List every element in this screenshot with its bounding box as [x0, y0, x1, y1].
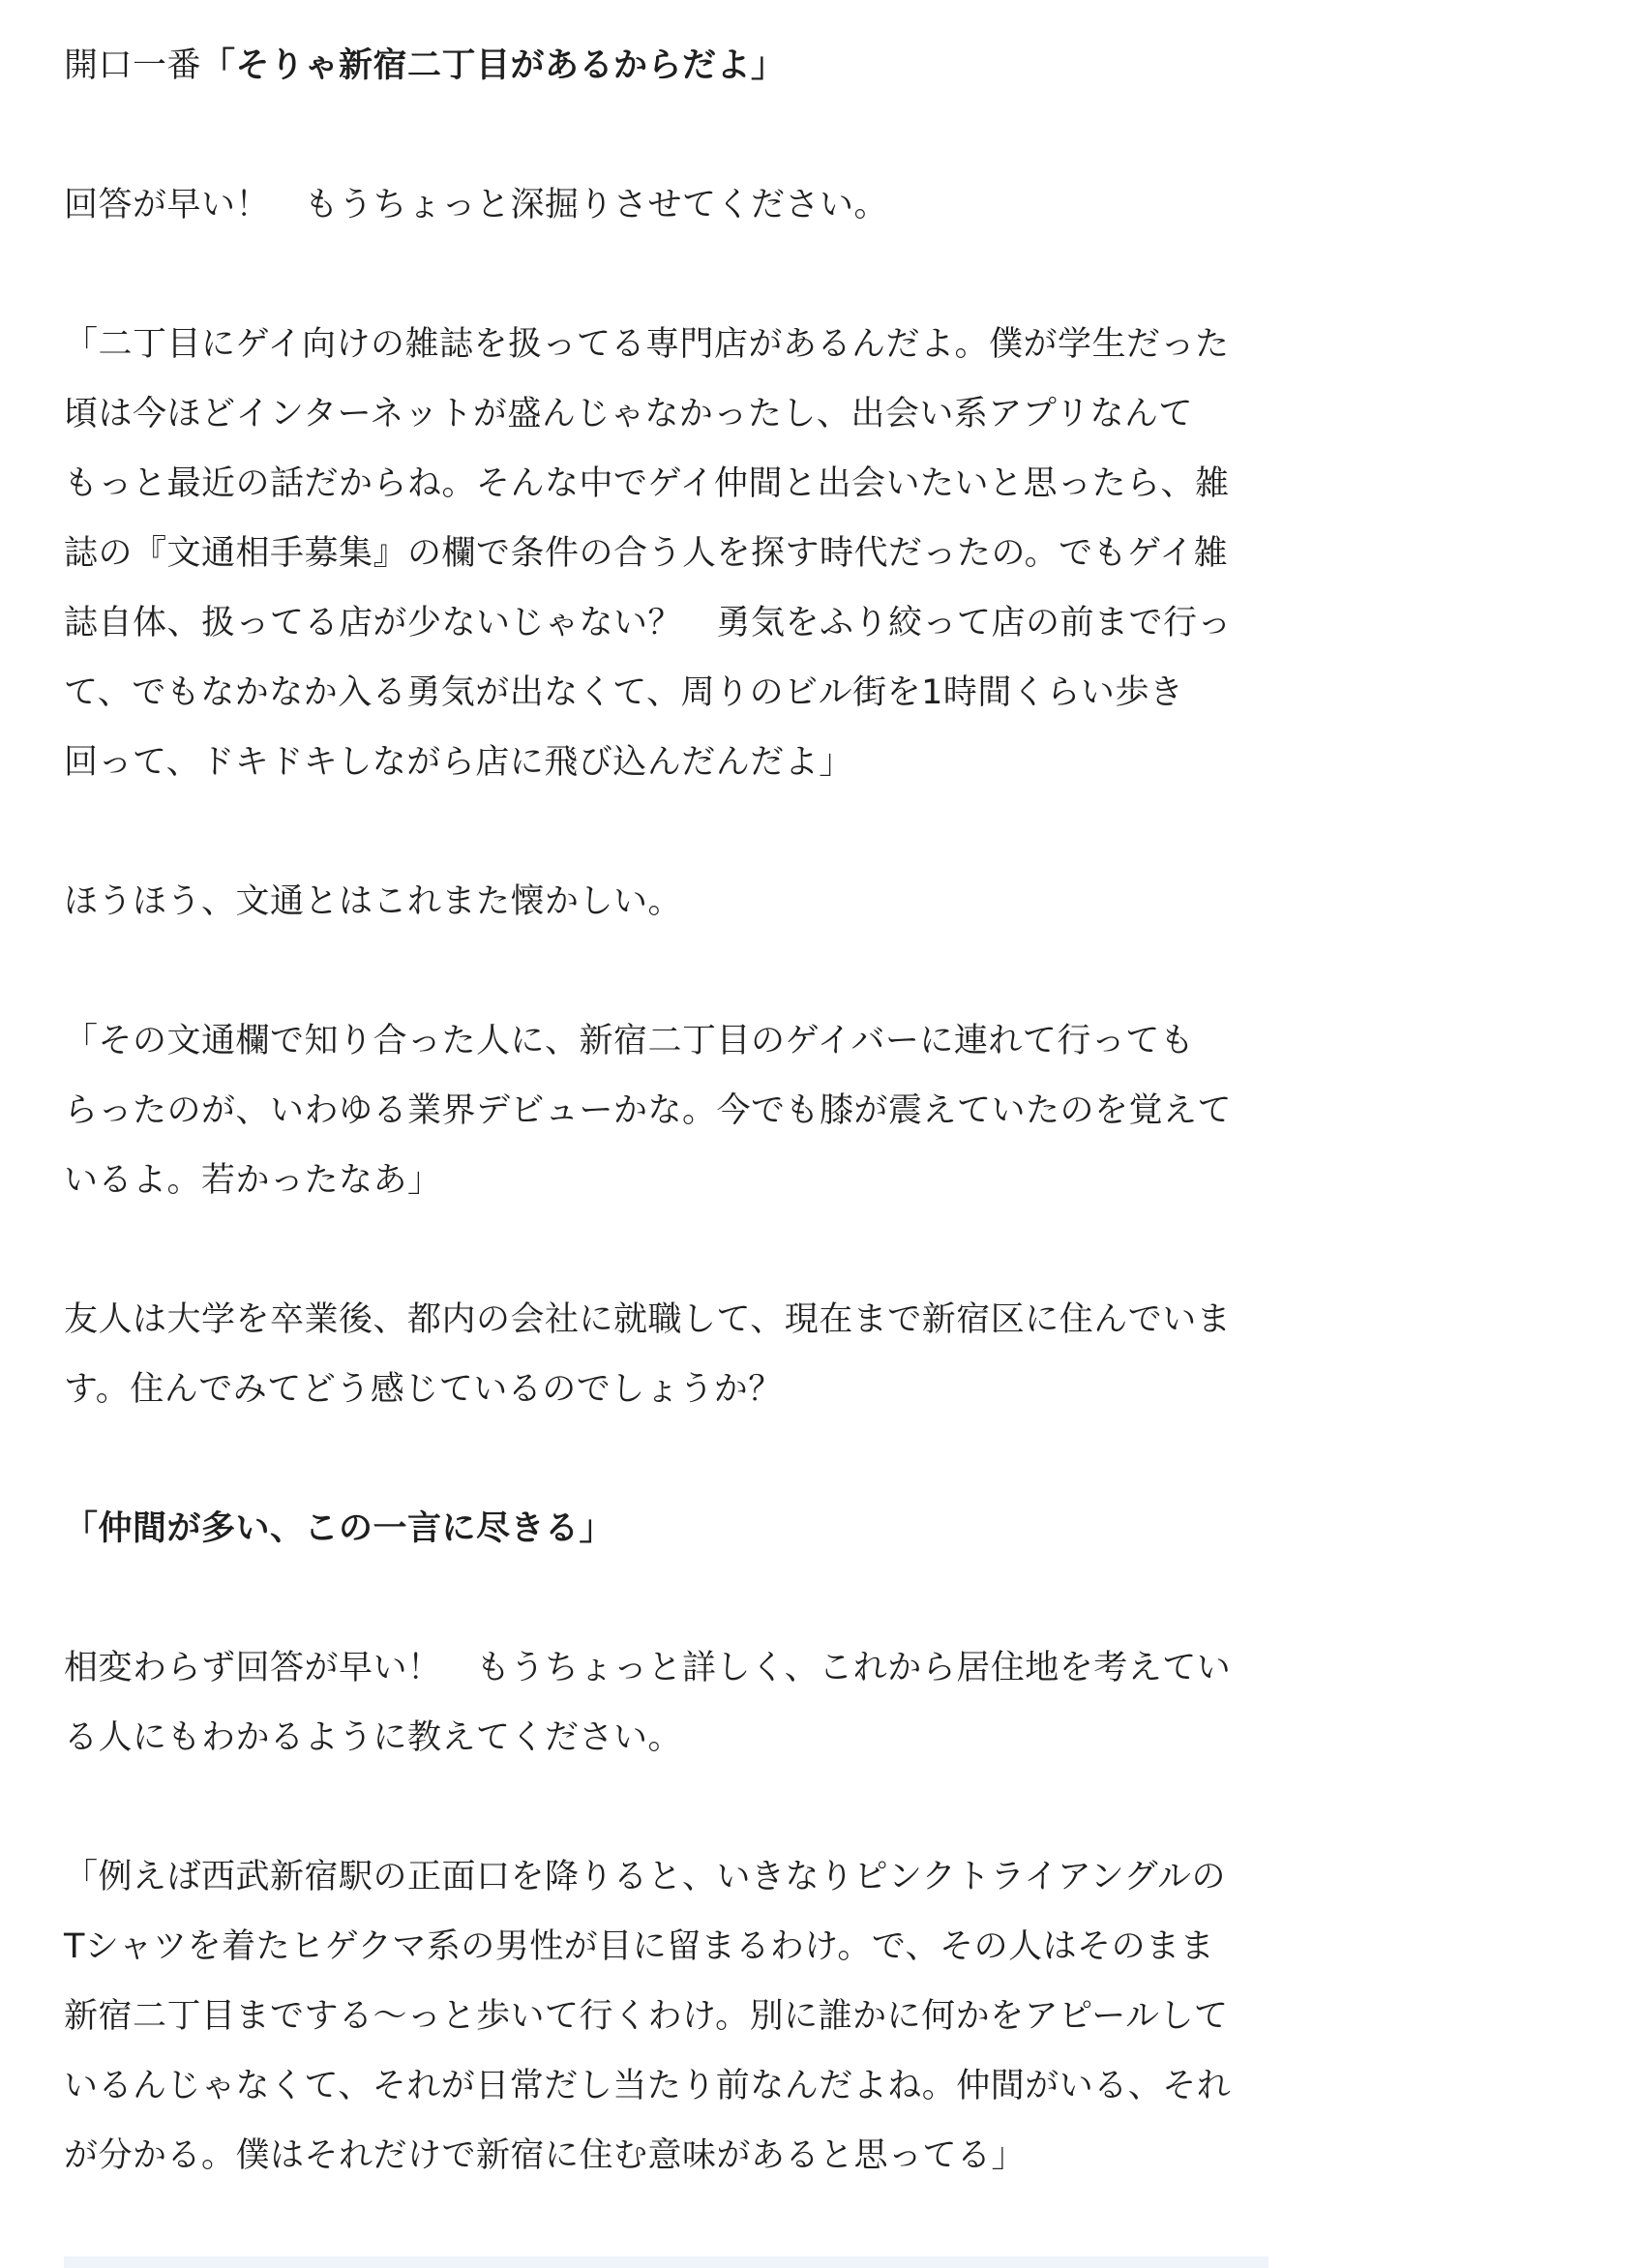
opening-prefix: 開口一番 — [64, 46, 202, 85]
text-line: いるんじゃなくて、それが日常だし当たり前なんだよね。仲間がいる、それ — [64, 2067, 1232, 2105]
paragraph-comment — [64, 867, 1268, 937]
paragraph-question-1 — [64, 170, 1268, 240]
text-line: 「二丁目にゲイ向けの雑誌を扱ってる専門店があるんだよ。僕が学生だった — [64, 325, 1230, 364]
text-line: ほうほう、文通とはこれまた懐かしい。 — [64, 882, 683, 921]
info-box-edge — [64, 2256, 1268, 2268]
paragraph-answer-magazine — [64, 310, 1268, 797]
paragraph-question-2 — [64, 1285, 1268, 1424]
opening-quote: 「そりゃ新宿二丁目があるからだよ」 — [201, 46, 786, 85]
text-line: 回って、ドキドキしながら店に飛び込んだんだよ」 — [64, 743, 853, 782]
text-line: 「仲間が多い、この一言に尽きる」 — [64, 1509, 614, 1548]
text-line: る人にもわかるように教えてください。 — [64, 1718, 683, 1757]
text-line: もっと最近の話だからね。そんな中でゲイ仲間と出会いたいと思ったら、雑 — [64, 464, 1230, 503]
article-body — [64, 31, 1268, 2260]
text-line: 新宿二丁目までする〜っと歩いて行くわけ。別に誰かに何かをアピールして — [64, 1997, 1229, 2036]
text-line: 友人は大学を卒業後、都内の会社に就職して、現在まで新宿区に住んでいま — [64, 1300, 1232, 1339]
text-line: す。住んでみてどう感じているのでしょうか？ — [64, 1370, 783, 1409]
text-line: 「例えば西武新宿駅の正面口を降りると、いきなりピンクトライアングルの — [64, 1858, 1227, 1896]
text-line: て、でもなかなか入る勇気が出なくて、周りのビル街を1時間くらい歩き — [64, 673, 1184, 712]
text-line: Tシャツを着たヒゲクマ系の男性が目に留まるわけ。で、その人はそのまま — [64, 1927, 1215, 1966]
text-line: らったのが、いわゆる業界デビューかな。今でも膝が震えていたのを覚えて — [64, 1091, 1233, 1130]
text-line: 頃は今ほどインターネットが盛んじゃなかったし、出会い系アプリなんて — [64, 395, 1193, 433]
paragraph-question-3 — [64, 1633, 1268, 1773]
text-line: 「その文通欄で知り合った人に、新宿二丁目のゲイバーに連れて行っても — [64, 1022, 1195, 1060]
paragraph-opening — [64, 31, 1268, 101]
paragraph-answer-shinjuku — [64, 1842, 1268, 2191]
text-line: 誌自体、扱ってる店が少ないじゃない？ 勇気をふり絞って店の前まで行っ — [64, 604, 1233, 642]
paragraph-answer-debut — [64, 1006, 1268, 1215]
paragraph-answer-friends — [64, 1494, 1268, 1564]
text-line: 相変わらず回答が早い！ もうちょっと詳しく、これから居住地を考えてい — [64, 1649, 1232, 1687]
text-line: 回答が早い！ もうちょっと深掘りさせてください。 — [64, 186, 889, 224]
text-line: が分かる。僕はそれだけで新宿に住む意味があると思ってる」 — [64, 2136, 1027, 2175]
text-line: いるよ。若かったなあ」 — [64, 1161, 442, 1200]
text-line: 誌の『文通相手募集』の欄で条件の合う人を探す時代だったの。でもゲイ雑 — [64, 534, 1229, 573]
